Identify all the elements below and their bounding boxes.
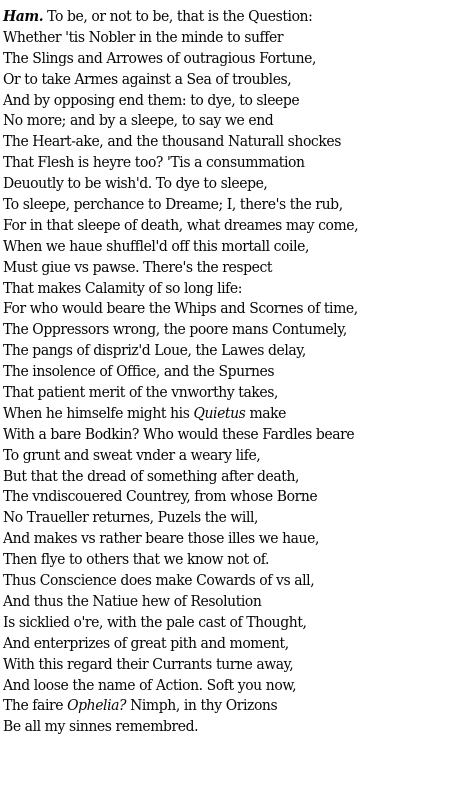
verse-text: Then flye to others that we know not of. (3, 550, 270, 569)
verse-line (3, 319, 429, 340)
verse-line (3, 48, 429, 69)
verse-text: To sleepe, perchance to Dreame; I, there's the rub, (3, 195, 343, 214)
verse-line (3, 131, 429, 152)
verse-text: The faire (3, 696, 68, 715)
verse-line (3, 654, 429, 675)
verse-line (3, 424, 429, 445)
verse-text: Is sicklied o're, with the pale cast of Thought, (3, 612, 307, 631)
verse-text: Must giue vs pawse. There's the respect (3, 257, 273, 276)
verse-line (3, 6, 429, 27)
verse-line (3, 549, 429, 570)
verse-text: And by opposing end them: to dye, to sleepe (3, 90, 300, 109)
verse-text: The vndiscouered Countrey, from whose Borne (3, 487, 318, 506)
verse-text: Nimph, in thy Orizons (126, 696, 278, 715)
verse-text: Be all my sinnes remembred. (3, 717, 199, 736)
verse-line (3, 507, 429, 528)
verse-line (3, 298, 429, 319)
verse-text: With this regard their Currants turne away, (3, 654, 294, 673)
verse-text: Or to take Armes against a Sea of troubles, (3, 69, 292, 88)
verse-text: To be, or not to be, that is the Question: (43, 7, 313, 25)
verse-line (3, 570, 429, 591)
verse-line (3, 236, 429, 257)
verse-line (3, 110, 429, 131)
verse-text: make (245, 403, 287, 422)
verse-text: The insolence of Office, and the Spurnes (3, 362, 275, 381)
italic-word: Quietus (193, 403, 246, 422)
verse-text: With a bare Bodkin? Who would these Fardles beare (3, 424, 355, 443)
verse-text: For who would beare the Whips and Scornes of time, (3, 299, 358, 318)
verse-line (3, 215, 429, 236)
verse-text: For in that sleepe of death, what dreames may come, (3, 215, 359, 234)
verse-text: No more; and by a sleepe, to say we end (3, 111, 274, 130)
verse-line (3, 382, 429, 403)
verse-text: The Oppressors wrong, the poore mans Contumely, (3, 320, 347, 339)
verse-text: The pangs of dispriz'd Loue, the Lawes delay, (3, 341, 306, 360)
verse-line (3, 695, 429, 716)
verse-line (3, 340, 429, 361)
verse-line (3, 27, 429, 48)
verse-line (3, 675, 429, 696)
verse-text: And thus the Natiue hew of Resolution (3, 591, 262, 610)
verse-text: That Flesh is heyre too? 'Tis a consummation (3, 153, 305, 172)
verse-text: When we haue shufflel'd off this mortall coile, (3, 236, 309, 255)
verse-line (3, 403, 429, 424)
verse-line (3, 278, 429, 299)
verse-line (3, 591, 429, 612)
verse-line (3, 361, 429, 382)
verse-text: And makes vs rather beare those illes we haue, (3, 529, 319, 548)
verse-text: When he himselfe might his (3, 403, 194, 422)
verse-text: Whether 'tis Nobler in the minde to suffer (3, 27, 284, 46)
verse-line (3, 69, 429, 90)
verse-text: No Traueller returnes, Puzels the will, (3, 508, 259, 527)
verse-text: Thus Conscience does make Cowards of vs all, (3, 571, 315, 590)
verse-line (3, 528, 429, 549)
verse-line (3, 486, 429, 507)
verse-line (3, 466, 429, 487)
verse-text: To grunt and sweat vnder a weary life, (3, 445, 261, 464)
italic-word: Ophelia? (67, 696, 127, 715)
verse-line (3, 445, 429, 466)
speech-text-block (3, 6, 429, 737)
verse-line (3, 152, 429, 173)
verse-line (3, 633, 429, 654)
verse-line (3, 173, 429, 194)
verse-line (3, 257, 429, 278)
verse-line (3, 90, 429, 111)
verse-line (3, 194, 429, 215)
verse-line (3, 716, 429, 737)
verse-text: Deuoutly to be wish'd. To dye to sleepe, (3, 174, 268, 193)
verse-line (3, 612, 429, 633)
verse-text: The Heart-ake, and the thousand Naturall shockes (3, 132, 341, 151)
verse-text: The Slings and Arrowes of outragious Fortune, (3, 48, 316, 67)
verse-text: That makes Calamity of so long life: (3, 278, 243, 297)
speaker-name: Ham. (3, 7, 44, 25)
verse-text: And enterprizes of great pith and moment, (3, 633, 289, 652)
verse-text: And loose the name of Action. Soft you now, (3, 675, 297, 694)
verse-text: That patient merit of the vnworthy takes, (3, 383, 279, 402)
verse-text: But that the dread of something after death, (3, 466, 300, 485)
